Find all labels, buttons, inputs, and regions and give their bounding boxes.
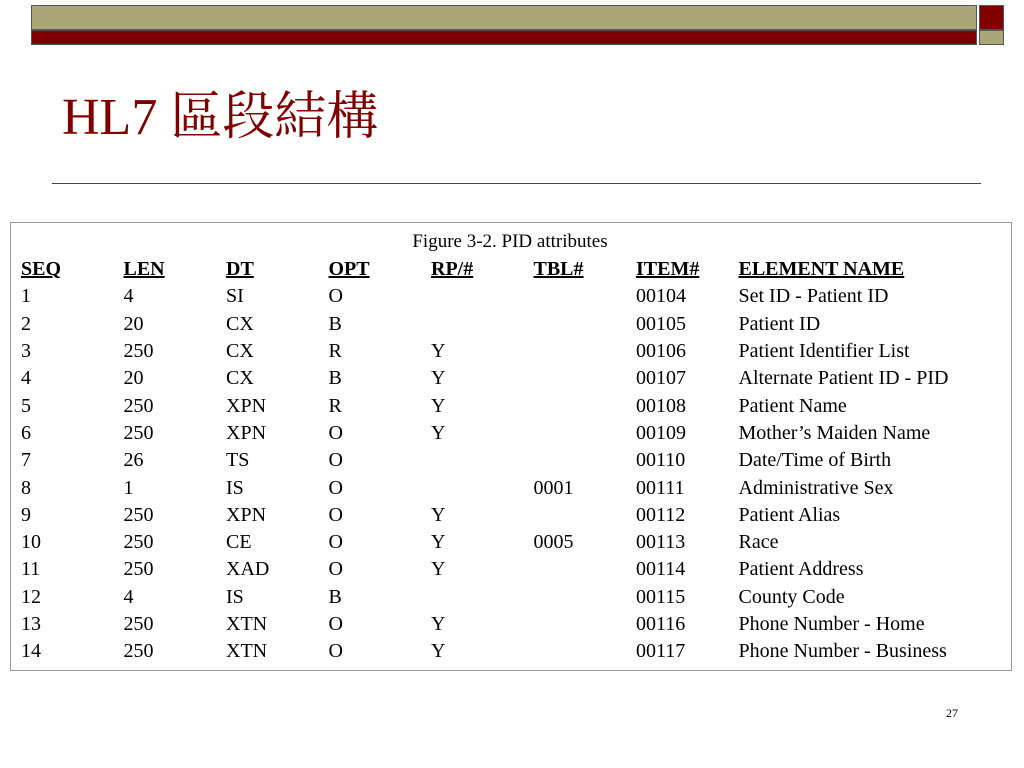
- table-cell: [420, 584, 523, 611]
- table-cell: Patient ID: [738, 312, 821, 335]
- table-row: [10, 611, 948, 638]
- table-cell: R: [328, 394, 342, 417]
- table-cell: O: [328, 640, 343, 663]
- table-row: [10, 502, 948, 529]
- table-cell: Race: [738, 531, 779, 554]
- table-cell: 7: [21, 449, 31, 472]
- column-header: TBL#: [533, 258, 584, 281]
- table-cell: O: [328, 449, 343, 472]
- table-cell: IS: [226, 585, 244, 608]
- table-cell: Patient Alias: [738, 503, 841, 526]
- table-cell: 20: [123, 367, 144, 390]
- table-cell: 0001: [533, 476, 574, 499]
- table-cell: 00110: [636, 449, 686, 472]
- header-bar-olive: [31, 5, 977, 30]
- table-row: [10, 474, 948, 501]
- table-cell: 20: [123, 312, 144, 335]
- table-cell: 8: [21, 476, 31, 499]
- table-cell: Administrative Sex: [738, 476, 894, 499]
- table-cell: 00107: [636, 367, 686, 390]
- pid-attributes-table: [10, 256, 948, 665]
- column-header: SEQ: [21, 258, 62, 281]
- table-cell: 00116: [636, 613, 686, 635]
- table-cell: [523, 556, 626, 583]
- table-row: [10, 338, 948, 365]
- table-cell: 9: [21, 503, 31, 526]
- table-cell: [523, 392, 626, 419]
- table-row: [10, 311, 948, 338]
- table-cell: 1: [123, 476, 134, 499]
- table-cell: 11: [21, 558, 41, 581]
- table-cell: [523, 638, 626, 665]
- table-cell: 00112: [636, 503, 686, 526]
- table-cell: Mother’s Maiden Name: [738, 421, 931, 444]
- table-cell: [420, 474, 523, 501]
- table-cell: TS: [226, 449, 250, 472]
- table-cell: Patient Name: [738, 394, 847, 417]
- table-cell: 5: [21, 394, 31, 417]
- table-cell: 4: [123, 585, 134, 608]
- table-cell: 1: [21, 285, 31, 308]
- table-cell: Phone Number - Home: [738, 613, 925, 635]
- table-cell: [420, 447, 523, 474]
- table-cell: Set ID - Patient ID: [738, 285, 889, 308]
- table-row: [10, 420, 948, 447]
- table-cell: 00108: [636, 394, 686, 417]
- table-cell: Phone Number - Business: [738, 640, 947, 663]
- table-cell: O: [328, 476, 343, 499]
- table-cell: [523, 311, 626, 338]
- table-cell: B: [328, 585, 342, 608]
- table-cell: Y: [431, 421, 446, 444]
- table-cell: Y: [431, 640, 446, 663]
- column-header: LEN: [123, 258, 165, 281]
- table-body: [10, 283, 948, 665]
- header-square-olive: [979, 30, 1004, 45]
- table-cell: Patient Identifier List: [738, 340, 910, 363]
- table-cell: 4: [21, 367, 31, 390]
- table-cell: 00104: [636, 285, 686, 308]
- table-cell: XPN: [226, 394, 267, 417]
- table-cell: Y: [431, 613, 446, 635]
- table-cell: 00114: [636, 558, 686, 581]
- table-cell: 250: [123, 421, 154, 444]
- table-cell: 00109: [636, 421, 686, 444]
- table-cell: [523, 338, 626, 365]
- table-cell: 250: [123, 531, 154, 554]
- table-cell: Date/Time of Birth: [738, 449, 892, 472]
- column-header: DT: [226, 258, 254, 281]
- table-cell: CE: [226, 531, 252, 554]
- table-cell: 12: [21, 585, 41, 608]
- table-cell: CX: [226, 340, 254, 363]
- table-cell: [523, 283, 626, 310]
- table-cell: Y: [431, 340, 446, 363]
- table-row: [10, 556, 948, 583]
- table-cell: [523, 611, 626, 638]
- table-cell: 00105: [636, 312, 686, 335]
- table-cell: 250: [123, 394, 154, 417]
- table-cell: O: [328, 613, 343, 635]
- table-cell: Y: [431, 394, 446, 417]
- table-cell: 6: [21, 421, 31, 444]
- table-cell: SI: [226, 285, 244, 308]
- table-cell: 250: [123, 558, 154, 581]
- table-cell: Y: [431, 558, 446, 581]
- table-cell: XTN: [226, 613, 268, 635]
- table-cell: CX: [226, 312, 254, 335]
- table-cell: 0005: [533, 531, 574, 554]
- table-cell: O: [328, 558, 343, 581]
- table-row: [10, 584, 948, 611]
- table-cell: 13: [21, 613, 41, 635]
- table-cell: [523, 584, 626, 611]
- table-cell: [420, 311, 523, 338]
- header-bar-maroon: [31, 30, 977, 45]
- table-row: [10, 392, 948, 419]
- table-cell: O: [328, 285, 343, 308]
- table-cell: 250: [123, 340, 154, 363]
- table-cell: 00113: [636, 531, 686, 554]
- table-cell: 3: [21, 340, 31, 363]
- table-cell: 00111: [636, 476, 685, 499]
- table-cell: [523, 365, 626, 392]
- table-cell: 250: [123, 613, 154, 635]
- page-number: 27: [946, 706, 958, 720]
- column-header: OPT: [328, 258, 370, 281]
- table-cell: 10: [21, 531, 41, 554]
- figure-caption: Figure 3-2. PID attributes: [412, 231, 608, 252]
- table-cell: IS: [226, 476, 244, 499]
- table-cell: [523, 447, 626, 474]
- table-cell: O: [328, 503, 343, 526]
- table-cell: XTN: [226, 640, 268, 663]
- column-header: RP/#: [431, 258, 474, 281]
- table-cell: Y: [431, 531, 446, 554]
- table-header-row: [10, 256, 948, 283]
- table-cell: [523, 502, 626, 529]
- table-cell: XPN: [226, 421, 267, 444]
- table-cell: 00106: [636, 340, 686, 363]
- table-cell: B: [328, 312, 342, 335]
- column-header: ELEMENT NAME: [738, 258, 905, 281]
- header-square-maroon: [979, 5, 1004, 30]
- table-row: [10, 638, 948, 665]
- table-row: [10, 365, 948, 392]
- table-cell: Y: [431, 367, 446, 390]
- title-divider: [52, 183, 981, 184]
- table-cell: County Code: [738, 585, 845, 608]
- column-header: ITEM#: [636, 258, 700, 281]
- table-cell: XPN: [226, 503, 267, 526]
- table-cell: O: [328, 531, 343, 554]
- table-cell: 4: [123, 285, 134, 308]
- table-row: [10, 283, 948, 310]
- table-cell: [420, 283, 523, 310]
- table-cell: XAD: [226, 558, 270, 581]
- table-cell: 2: [21, 312, 31, 335]
- table-cell: B: [328, 367, 342, 390]
- table-cell: Y: [431, 503, 446, 526]
- table-cell: 26: [123, 449, 144, 472]
- table-cell: 14: [21, 640, 41, 663]
- table-cell: 250: [123, 503, 154, 526]
- table-row: [10, 529, 948, 556]
- table-cell: [523, 420, 626, 447]
- table-cell: CX: [226, 367, 254, 390]
- table-cell: 00115: [636, 585, 686, 608]
- table-cell: Alternate Patient ID - PID: [738, 367, 949, 390]
- table-cell: 00117: [636, 640, 686, 663]
- slide-title: HL7 區段結構: [62, 89, 379, 146]
- table-cell: O: [328, 421, 343, 444]
- table-cell: R: [328, 340, 342, 363]
- table-cell: Patient Address: [738, 558, 864, 581]
- table-row: [10, 447, 948, 474]
- table-cell: 250: [123, 640, 154, 663]
